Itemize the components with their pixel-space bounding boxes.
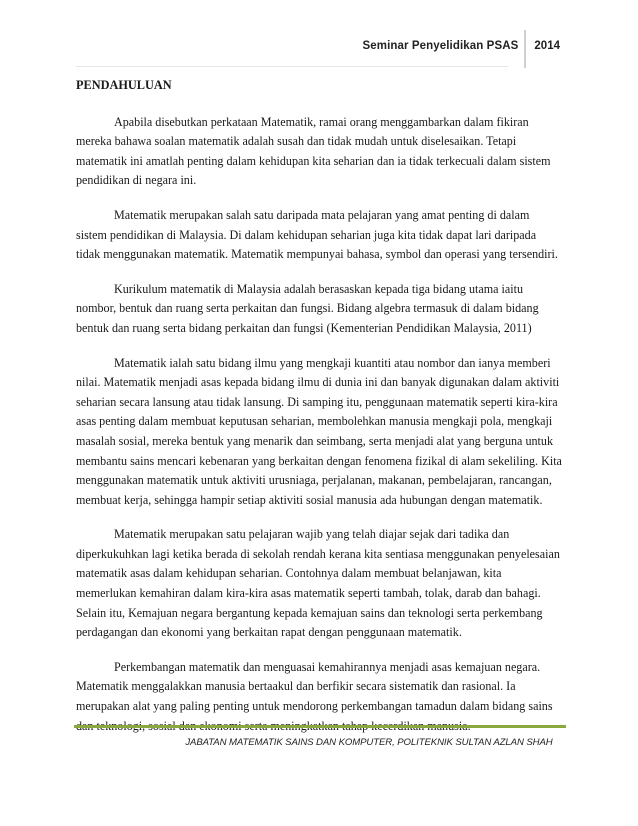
paragraph-4: Matematik ialah satu bidang ilmu yang mengkaji kuantiti atau nombor dan ianya memberi nilai. Matematik menjadi asas kepada bidang ilmu di dunia ini dan banyak digunakan dalam aktiviti seharian secara lansung atau tidak lansung. Di samping itu, penggunaan matematik seperti kira-kira asas penting dalam membuat keputusan seharian, membolehkan manusia mengkaji pola, mengkaji masalah sosial, mereka bentuk yang menarik dan seimbang, serta menjadi alat yang berguna untuk membantu sains mencari kebenaran yang berkaitan dengan fenomena fizikal di alam sekeliling. Kita menggunakan matematik untuk aktiviti urusniaga, perjalanan, makanan, pembelajaran, rancangan, membuat kerja, sehingga hampir setiap aktiviti sosial manusia ada hubungan dengan matematik. <box>76 355 562 507</box>
footer-text: JABATAN MATEMATIK SAINS DAN KOMPUTER, POLITEKNIK SULTAN AZLAN SHAH <box>185 737 553 748</box>
paragraph-2: Matematik merupakan salah satu daripada mata pelajaran yang amat penting di dalam sistem pendidikan di Malaysia. Di dalam kehidupan seharian juga kita tidak dapat lari daripada tidak menggunakan matematik. Matematik mempunyai bahasa, symbol dan operasi yang tersendiri. <box>76 207 558 262</box>
header-title: Seminar Penyelidikan PSAS <box>362 40 519 52</box>
header-year: 2014 <box>534 40 560 52</box>
section-heading: PENDAHULUAN <box>76 78 172 92</box>
paragraph-3: Kurikulum matematik di Malaysia adalah berasaskan kepada tiga bidang utama iaitu nombor, bentuk dan ruang serta perkaitan dan fungsi. Bidang algebra termasuk di dalam bidang bentuk dan ruang serta bidang perkaitan dan fungsi (Kementerian Pendidikan Malaysia, 2011) <box>76 281 539 335</box>
paragraph-1: Apabila disebutkan perkataan Matematik, ramai orang menggambarkan dalam fikiran mereka bahawa soalan matematik adalah susah dan tidak mudah untuk diselesaikan. Tetapi matematik ini amatlah penting dalam kehidupan kita seharian dan ia tidak terkecuali dalam sistem pendidikan di negara ini. <box>76 114 551 188</box>
page-content <box>76 76 562 751</box>
paragraph-5: Matematik merupakan satu pelajaran wajib yang telah diajar sejak dari tadika dan diperkukuhkan lagi ketika berada di sekolah rendah kerana kita sentiasa menggunakan penyelesaian matematik asas dalam kehidupan seharian. Contohnya dalam membuat belanjawan, kita memerlukan kemahiran dalam kira-kira asas matematik seperti tambah, tolak, darab dan bahagi. Selain itu, Kemajuan negara bergantung kepada kemajuan sains dan teknologi serta perkembang perdagangan dan ekonomi yang berkaitan rapat dengan penggunaan matematik. <box>76 527 560 640</box>
page-header <box>363 30 561 68</box>
header-rule <box>76 66 508 67</box>
footer-rule <box>74 725 566 728</box>
paragraph-6: Perkembangan matematik dan menguasai kemahirannya menjadi asas kemajuan negara. Matematik menggalakkan manusia bertaakul dan berfikir secara sistematik dan rasional. Ia merupakan alat yang paling penting untuk mendorong perkembangan tamadun dalam bidang sains <box>76 659 553 714</box>
